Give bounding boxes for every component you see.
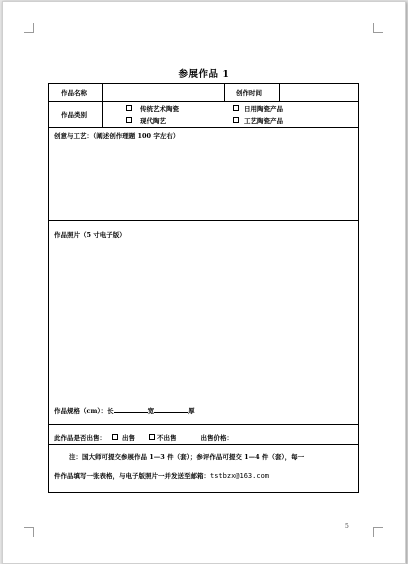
- option-label: 现代陶艺: [140, 117, 166, 125]
- option-label: 不出售: [157, 434, 177, 442]
- divider: [49, 101, 358, 102]
- option-label: 出售: [122, 434, 135, 442]
- checkbox[interactable]: [233, 117, 239, 123]
- divider: [49, 127, 358, 128]
- length-field[interactable]: [114, 406, 148, 413]
- entry-form-table: [48, 83, 359, 493]
- option-label: 工艺陶瓷产品: [244, 117, 283, 125]
- creation-time-label: 创作时间: [236, 89, 262, 97]
- checkbox[interactable]: [233, 105, 239, 111]
- category-option-modern[interactable]: [126, 116, 166, 125]
- option-label: 日用陶瓷产品: [244, 105, 283, 113]
- sale-no-option[interactable]: [149, 434, 177, 442]
- page-number: 5: [345, 523, 349, 530]
- creativity-label: 创意与工艺：（阐述创作理题 100 字左右）: [54, 132, 180, 140]
- dimensions-length-label: 作品规格（cm）：长: [54, 407, 114, 415]
- category-label: 作品类别: [61, 111, 87, 119]
- divider: [49, 220, 358, 221]
- width-field[interactable]: [154, 406, 188, 413]
- dimensions-row: [54, 406, 195, 415]
- divider: [279, 84, 280, 102]
- work-name-input[interactable]: [104, 84, 223, 101]
- divider: [224, 84, 225, 102]
- checkbox[interactable]: [149, 434, 155, 440]
- dimensions-width-label: 宽: [147, 407, 155, 415]
- creation-time-input[interactable]: [281, 84, 357, 101]
- checkbox[interactable]: [126, 117, 132, 123]
- sale-price-label: 出售价格：: [200, 434, 233, 442]
- crop-mark-bottom-right: [373, 527, 383, 537]
- sale-label: 此作品是否出售：: [54, 434, 106, 442]
- document-page: [2, 1, 406, 564]
- category-option-daily[interactable]: [233, 104, 283, 113]
- category-option-craft[interactable]: [233, 116, 283, 125]
- checkbox[interactable]: [112, 434, 118, 440]
- category-option-traditional[interactable]: [126, 104, 179, 113]
- sale-yes-option[interactable]: [112, 434, 135, 442]
- option-label: 传统艺术陶瓷: [140, 105, 179, 113]
- divider: [102, 84, 103, 102]
- photo-area[interactable]: [50, 240, 357, 400]
- creativity-text-area[interactable]: [50, 142, 357, 218]
- crop-mark-top-right: [373, 23, 383, 33]
- divider: [49, 424, 358, 425]
- crop-mark-top-left: [24, 23, 34, 33]
- divider: [102, 101, 103, 127]
- work-name-label: 作品名称: [61, 89, 87, 97]
- divider: [49, 444, 358, 445]
- note-line-2: [54, 471, 269, 480]
- page-title: 参展作品 1: [178, 69, 230, 80]
- note-line-2-text: 件作品填写一张表格，与电子版照片一并发送至邮箱：: [54, 472, 210, 480]
- contact-email: tstbzx@163.com: [210, 472, 270, 480]
- checkbox[interactable]: [126, 105, 132, 111]
- note-line-1: 注：国大师可提交参展作品 1—3 件（套）；参评作品可提交 1—4 件（套），每一: [69, 453, 305, 461]
- crop-mark-bottom-left: [24, 527, 34, 537]
- dimensions-thickness-label: 厚: [188, 407, 195, 415]
- sale-row: [54, 433, 233, 442]
- photo-label: 作品照片（5 寸电子版）: [54, 231, 126, 239]
